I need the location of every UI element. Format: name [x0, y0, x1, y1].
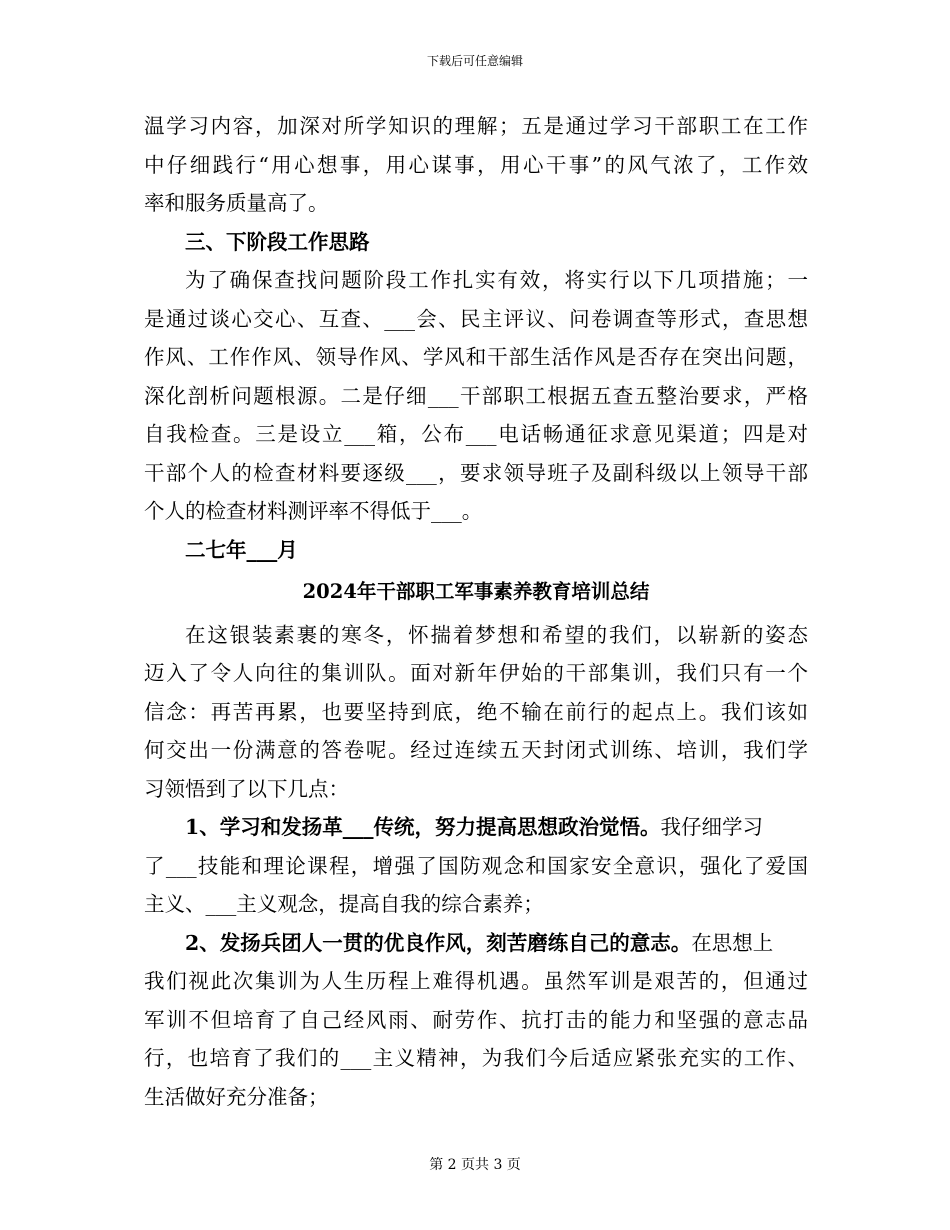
- paragraph-line: 主义、___主义观念，提高自我的综合素养；: [144, 892, 544, 916]
- paragraph-line: [144, 808, 808, 847]
- point-text: 我仔细学习: [660, 815, 764, 839]
- paragraph-line: 中仔细践行“用心想事，用心谋事，用心干事”的风气浓了，工作效: [144, 152, 808, 177]
- paragraph-line: 个人的检查材料测评率不得低于___。: [144, 499, 483, 523]
- paragraph-line: 干部个人的检查材料要逐级___，要求领导班子及副科级以上领导干部: [144, 460, 808, 485]
- paragraph-line: 为了确保查找问题阶段工作扎实有效，将实行以下几项措施；一: [185, 268, 808, 292]
- paragraph-line: 率和服务质量高了。: [144, 191, 329, 215]
- paragraph-line: 了___技能和理论课程，增强了国防观念和国家安全意识，强化了爱国: [144, 853, 808, 878]
- page-footer: 第 2 页共 3 页: [429, 1157, 521, 1173]
- point-heading: 2、发扬兵团人一贯的优良作风，刻苦磨练自己的意志。: [185, 930, 692, 955]
- paragraph-line: 何交出一份满意的答卷呢。经过连续五天封闭式训练、培训，我们学: [144, 738, 808, 762]
- paragraph-line: 自我检查。三是设立___箱，公布___电话畅通征求意见渠道；四是对: [144, 422, 808, 446]
- paragraph-line: 是通过谈心交心、互查、___会、民主评议、问卷调查等形式，查思想: [144, 306, 808, 331]
- date-line: 二七年___月: [185, 537, 298, 562]
- paragraph-line: 温学习内容，加深对所学知识的理解；五是通过学习干部职工在工作: [144, 114, 808, 138]
- page-header: 下载后可任意编辑: [426, 54, 523, 68]
- paragraph-line: 我们视此次集训为人生历程上难得机遇。虽然军训是艰苦的，但通过: [144, 969, 808, 993]
- paragraph-line: 行，也培育了我们的___主义精神，为我们今后适应紧张充实的工作、: [144, 1046, 808, 1070]
- document-body: [144, 107, 808, 1116]
- section-heading: 三、下阶段工作思路: [185, 229, 370, 254]
- paragraph-line: 作风、工作作风、领导作风、学风和干部生活作风是否存在突出问题，: [144, 345, 808, 369]
- paragraph-line: 深化剖析问题根源。二是仔细___干部职工根据五查五整治要求，严格: [144, 383, 808, 408]
- paragraph-line: 生活做好充分准备；: [144, 1084, 329, 1109]
- paragraph-line: 信念：再苦再累，也要坚持到底，绝不输在前行的起点上。我们该如: [144, 699, 808, 724]
- paragraph-line: 习领悟到了以下几点：: [144, 776, 349, 801]
- paragraph-line: 军训不但培育了自己经风雨、耐劳作、抗打击的能力和坚强的意志品: [144, 1007, 808, 1032]
- paragraph-line: 在这银装素裹的寒冬，怀揣着梦想和希望的我们，以崭新的姿态: [185, 622, 808, 647]
- paragraph-line: 迈入了令人向往的集训队。面对新年伊始的干部集训，我们只有一个: [144, 661, 808, 685]
- point-heading: 1、学习和发扬革___传统，努力提高思想政治觉悟。: [185, 815, 661, 839]
- paragraph-line: [144, 924, 808, 963]
- document-title: 2024年干部职工军事素养教育培训总结: [302, 580, 650, 603]
- point-text: 在思想上: [691, 930, 774, 955]
